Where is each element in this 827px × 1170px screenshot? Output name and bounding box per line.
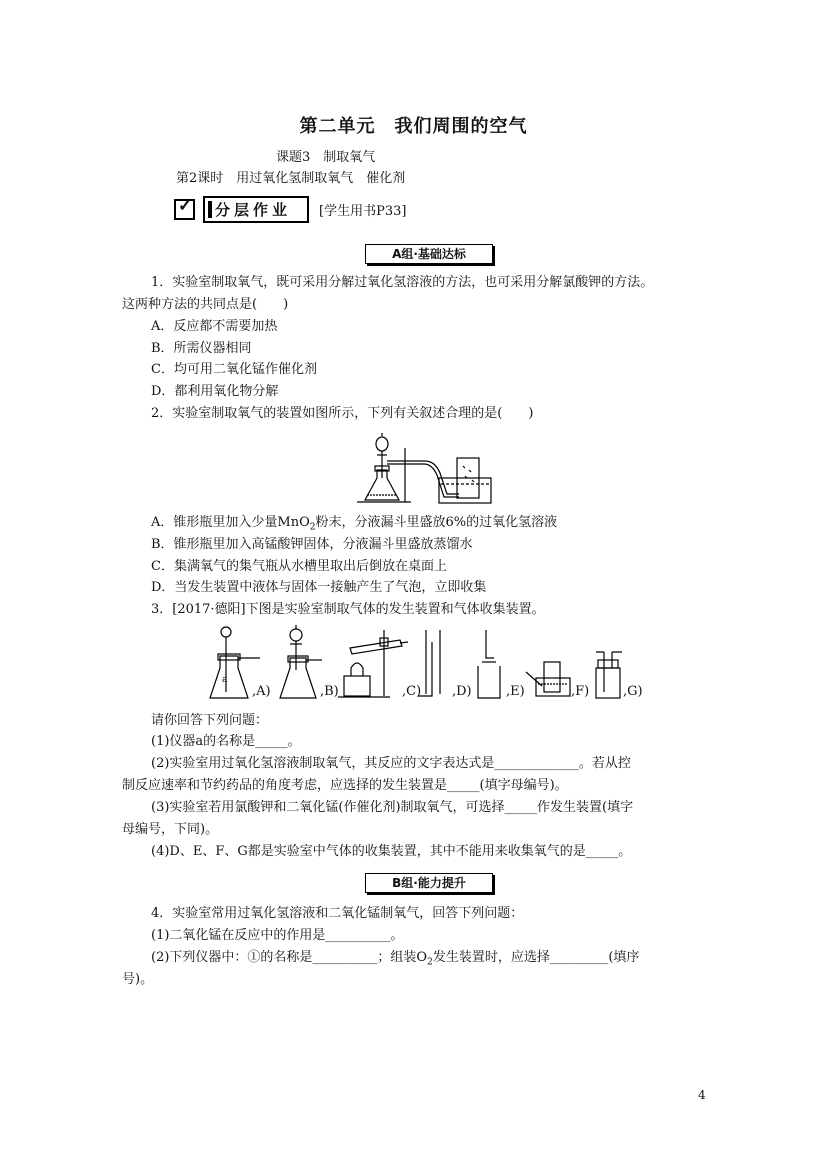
q3-part4: (4)D、E、F、G都是实验室中气体的收集装置，其中不能用来收集氧气的是_____。 — [151, 844, 632, 859]
q4-part2-text-cont: 发生装置时，应选择_________(填序 — [432, 950, 640, 965]
q1-option-d: D．都利用氧化物分解 — [151, 384, 279, 399]
q2-option-c: C．集满氧气的集气瓶从水槽里取出后倒放在桌面上 — [151, 559, 447, 574]
q1-stem-cont: 这两种方法的共同点是( ) — [122, 297, 289, 312]
page-number: 4 — [698, 1088, 706, 1102]
q2-stem: 2．实验室制取氧气的装置如图所示，下列有关叙述合理的是( ) — [151, 406, 534, 421]
q2-option-a-text: A．锥形瓶里加入少量MnO — [151, 515, 310, 530]
lesson-title: 课题3 制取氧气 — [276, 150, 376, 165]
group-a-label: A组·基础达标 — [365, 244, 493, 264]
q4-stem: 4．实验室常用过氧化氢溶液和二氧化锰制氧气，回答下列问题： — [151, 906, 524, 921]
q4-part2-cont: 号)。 — [122, 972, 154, 987]
apparatus-f — [526, 662, 570, 696]
label-d: ,D) — [452, 684, 472, 699]
label-b: ,B) — [320, 684, 339, 699]
q4-part1: (1)二氧化锰在反应中的作用是__________。 — [151, 928, 404, 943]
q2-option-b: B．锥形瓶里加入高锰酸钾固体，分液漏斗里盛放蒸馏水 — [151, 537, 473, 552]
apparatus-c — [338, 630, 408, 697]
q1-stem: 1．实验室制取氧气，既可采用分解过氧化氢溶液的方法，也可采用分解氯酸钾的方法。 — [151, 275, 654, 290]
q3-part2: (2)实验室用过氧化氢溶液制取氧气，其反应的文字表达式是_____________。若从控 — [151, 756, 631, 771]
svg-text:a: a — [222, 675, 228, 685]
q2-option-a-subscript: 2 — [309, 522, 316, 533]
q3-part1: (1)仪器a的名称是_____。 — [151, 734, 301, 749]
q3-part3-cont: 母编号，下同)。 — [122, 822, 219, 837]
homework-banner — [174, 196, 406, 223]
checkbox-icon: ✓ — [174, 199, 195, 220]
label-c: ,C) — [402, 684, 422, 699]
apparatus-b — [280, 625, 322, 698]
book-reference: [学生用书P33] — [319, 204, 407, 219]
oxygen-apparatus-figure — [355, 428, 495, 508]
q1-option-b: B．所需仪器相同 — [151, 341, 252, 356]
q3-stem: 3．[2017·德阳]下图是实验室制取气体的发生装置和气体收集装置。 — [151, 602, 545, 617]
q2-option-a-text-cont: 粉末，分液漏斗里盛放6%的过氧化氢溶液 — [315, 515, 558, 530]
q1-option-a: A．反应都不需要加热 — [151, 319, 278, 334]
q3-part2-cont: 制反应速率和节约药品的角度考虑，应选择的发生装置是_____(填字母编号)。 — [122, 778, 568, 793]
apparatus-e — [478, 630, 500, 698]
period-title: 第2课时 用过氧化氢制取氧气 催化剂 — [176, 171, 406, 186]
homework-label: 分层作业 — [203, 196, 309, 223]
page-title: 第二单元 我们周围的空气 — [299, 116, 528, 137]
q4-part2-subscript: 2 — [427, 957, 433, 968]
q3-part3: (3)实验室若用氯酸钾和二氧化锰(作催化剂)制取氧气，可选择_____作发生装置(填字 — [151, 800, 634, 815]
label-a: ,A) — [252, 684, 271, 699]
q1-option-c: C．均可用二氧化锰作催化剂 — [151, 362, 317, 377]
group-b-label: B组·能力提升 — [365, 873, 493, 893]
apparatus-d — [418, 630, 440, 696]
apparatus-g — [596, 652, 622, 698]
q2-option-d: D．当发生装置中液体与固体一接触产生了气泡，立即收集 — [151, 580, 487, 595]
label-g: ,G) — [623, 684, 643, 699]
label-f: ,F) — [571, 684, 590, 699]
label-e: ,E) — [506, 684, 525, 699]
q4-part2-text: (2)下列仪器中：①的名称是__________；组装O — [151, 950, 428, 965]
q3-prompt: 请你回答下列问题： — [151, 713, 269, 728]
